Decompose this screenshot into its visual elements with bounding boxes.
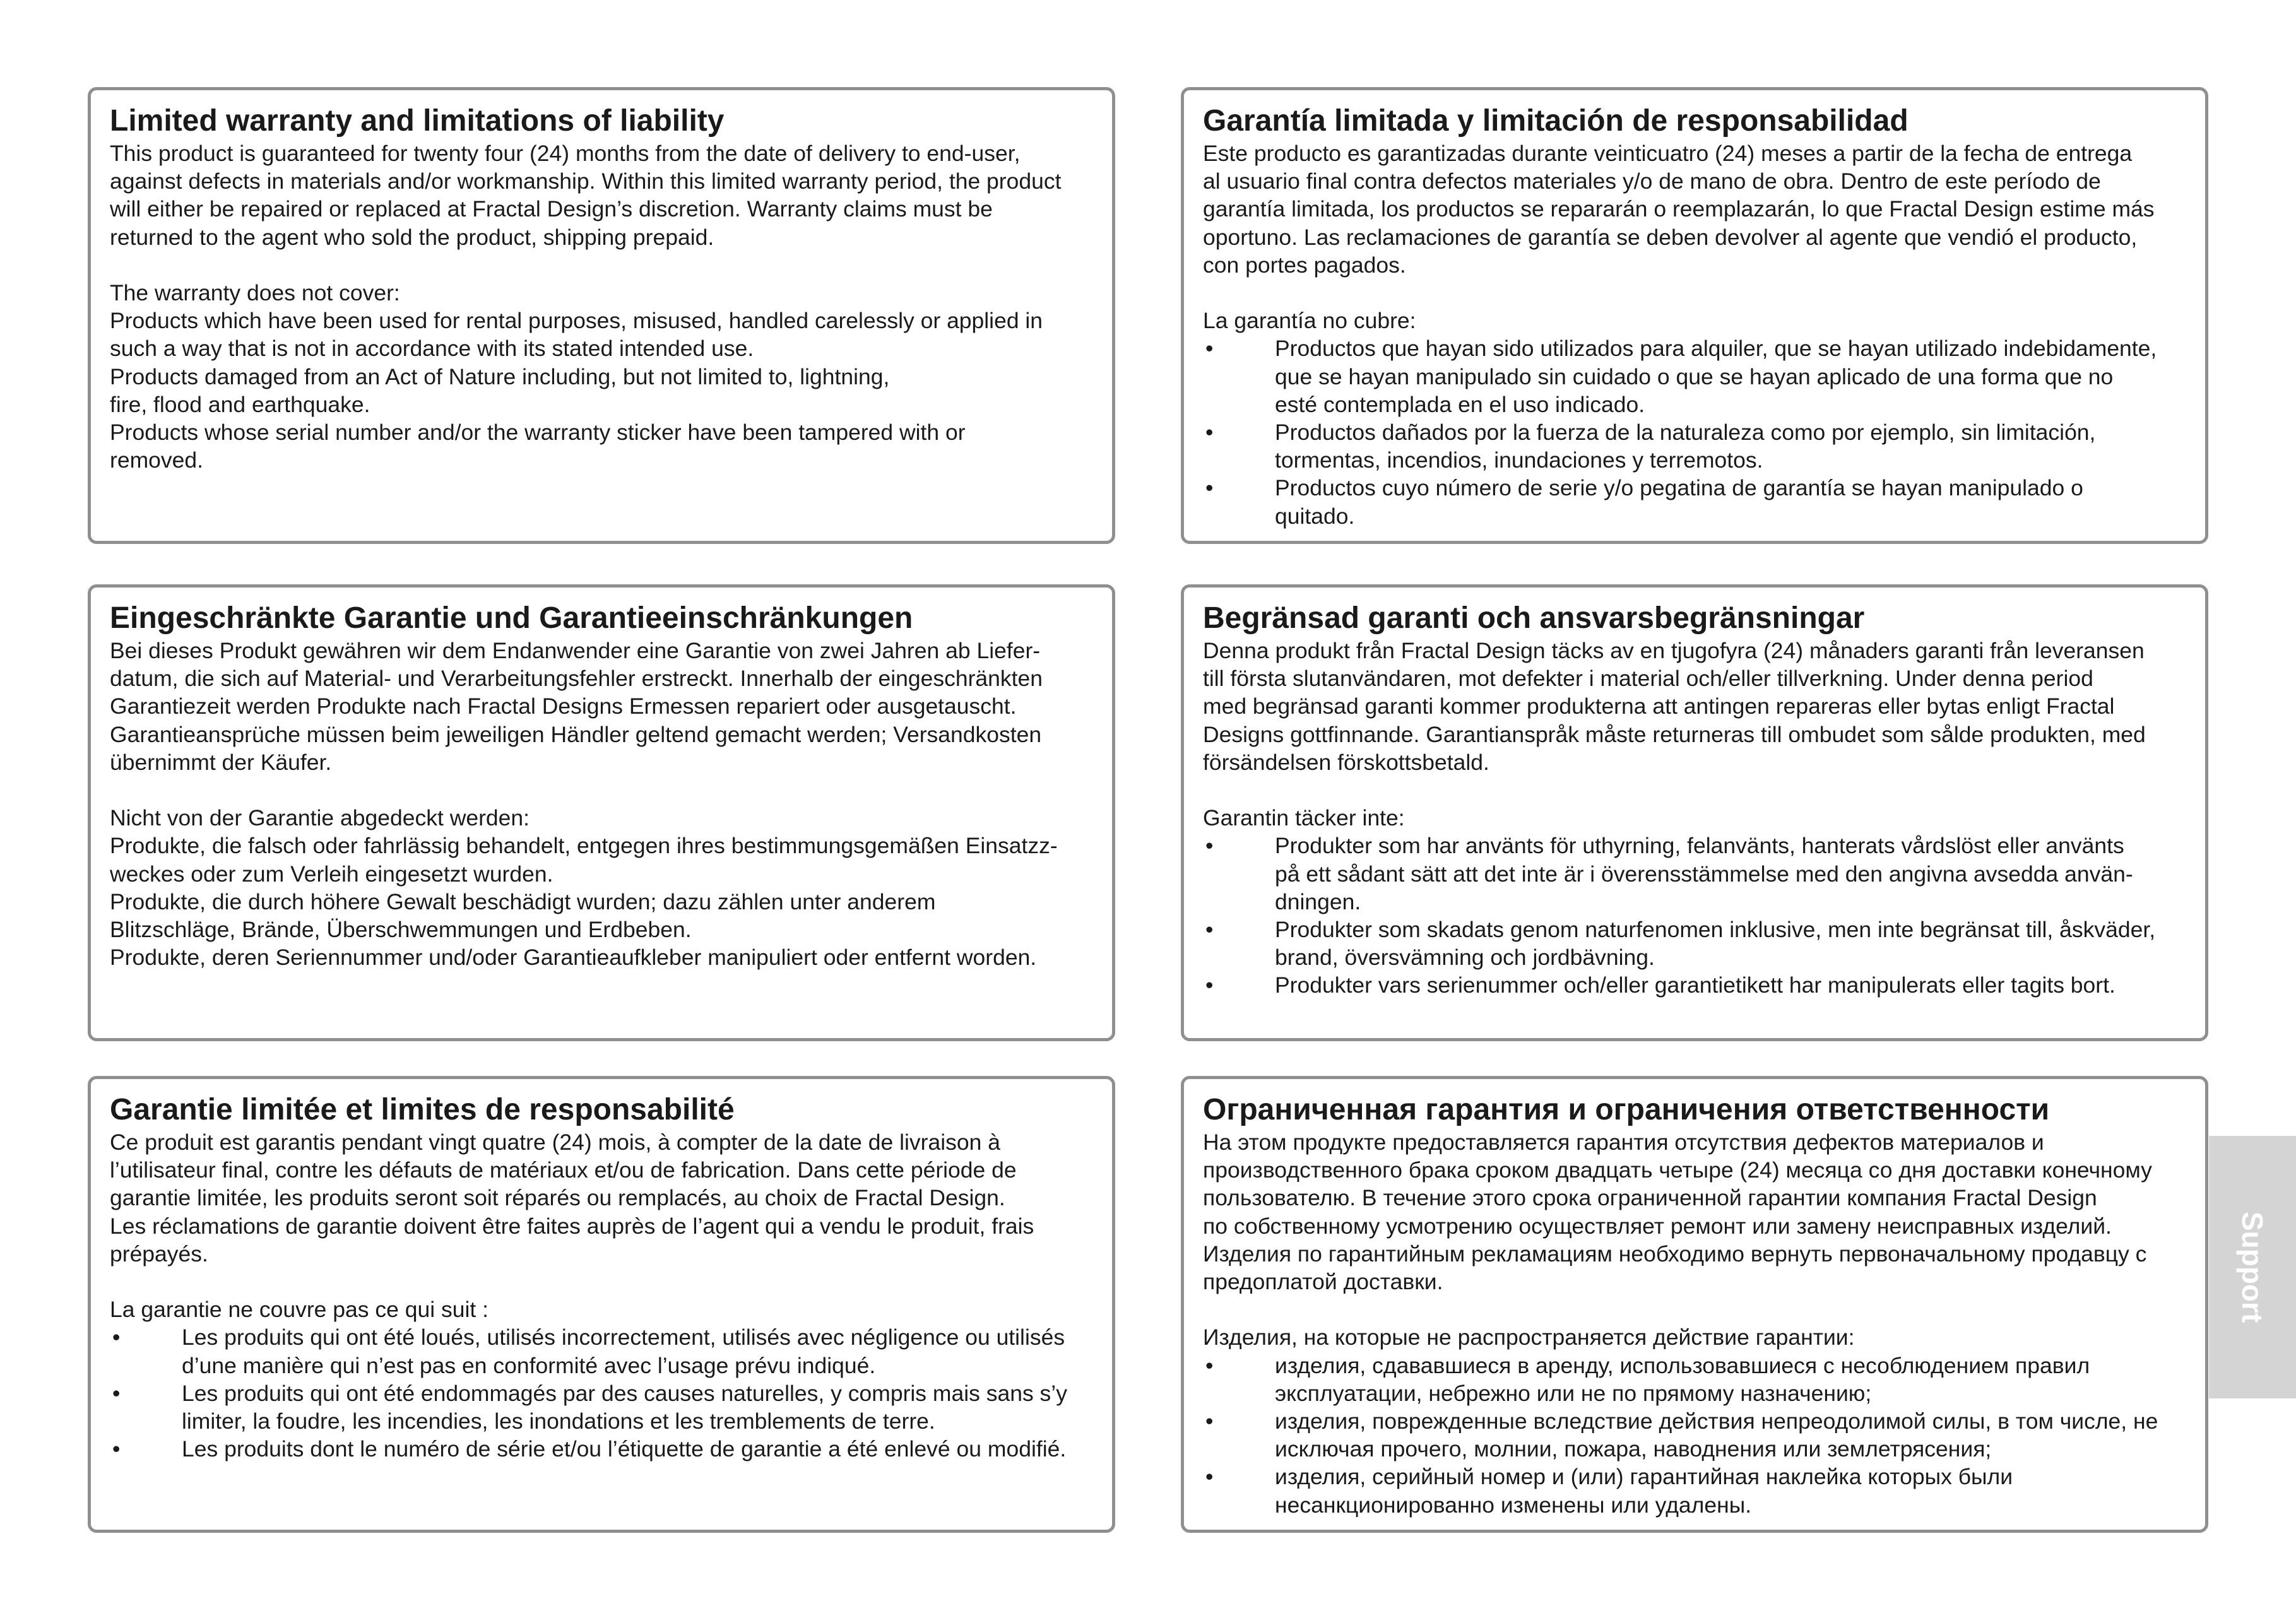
not-covered-heading-es: La garantía no cubre:: [1203, 308, 1416, 334]
text-line: Blitzschläge, Brände, Überschwemmungen und Erdbeben.: [110, 917, 692, 943]
text-line: prépayés.: [110, 1241, 208, 1267]
text-line: изделия, сдававшиеся в аренду, использовавшиеся с несоблюдением правил: [1275, 1352, 2090, 1378]
text-line: изделия, серийный номер и (или) гарантийная наклейка которых были: [1275, 1464, 2013, 1490]
not-covered-list-fr: [110, 1323, 1093, 1463]
text-line: Products which have been used for rental purposes, misused, handled carelessly or applied in: [110, 308, 1043, 334]
section-title-fr: Garantie limitée et limites de responsabilité: [110, 1093, 735, 1126]
text-line: Produkter vars serienummer och/eller garantietikett har manipulerats eller tagits bort.: [1275, 972, 2116, 998]
text-line: que se hayan manipulado sin cuidado o que se hayan aplicado de una forma que no: [1275, 363, 2114, 389]
bullet-marker: •: [112, 1380, 121, 1406]
text-line: Bei dieses Produkt gewähren wir dem Endanwender eine Garantie von zwei Jahren ab Liefer-: [110, 638, 1041, 663]
text-line: al usuario final contra defectos materiales y/o de mano de obra. Dentro de este período de: [1203, 168, 2101, 194]
section-title-es: Garantía limitada y limitación de responsabilidad: [1203, 104, 1908, 138]
bullet-marker: •: [1205, 917, 1214, 943]
text-line: dningen.: [1275, 889, 1361, 914]
text-line: Produkter som har använts för uthyrning, felanvänts, hanterats vårdslöst eller använts: [1275, 833, 2124, 859]
text-line: несанкционированно изменены или удалены.: [1275, 1492, 1752, 1518]
text-line: på ett sådant sätt att det inte är i överensstämmelse med den angivna avsedda använ-: [1275, 861, 2133, 887]
not-covered-heading-ru: Изделия, на которые не распространяется действие гарантии:: [1203, 1325, 1855, 1350]
text-line: Garantieansprüche müssen beim jeweiligen Händler geltend gemacht werden; Versandkosten: [110, 721, 1042, 747]
text-line: изделия, поврежденные вследствие действия непреодолимой силы, в том числе, не: [1275, 1408, 2158, 1434]
text-line: brand, översvämning och jordbävning.: [1275, 945, 1655, 971]
not-covered-list-en: [110, 307, 1093, 474]
text-line: Productos que hayan sido utilizados para alquiler, que se hayan utilizado indebidamente,: [1275, 336, 2157, 362]
not-covered-heading-fr: La garantie ne couvre pas ce qui suit :: [110, 1297, 488, 1323]
warranty-section-es: [1181, 87, 2208, 544]
text-line: against defects in materials and/or workmanship. Within this limited warranty period, the product: [110, 168, 1062, 194]
section-title-de: Eingeschränkte Garantie und Garantieeinschränkungen: [110, 601, 913, 635]
text-line: datum, die sich auf Material- und Verarbeitungsfehler erstreckt. Innerhalb der eingeschränkten: [110, 666, 1043, 692]
warranty-terms-ru: [1203, 1128, 2186, 1296]
text-line: На этом продукте предоставляется гарантия отсутствия дефектов материалов и: [1203, 1130, 2044, 1155]
text-line: пользователю. В течение этого срока ограниченной гарантии компания Fractal Design: [1203, 1185, 2097, 1211]
bullet-item: [1203, 832, 2186, 916]
bullet-marker: •: [1205, 420, 1214, 446]
bullet-marker: •: [1205, 1352, 1214, 1378]
text-line: This product is guaranteed for twenty four (24) months from the date of delivery to end-user,: [110, 141, 1021, 166]
bullet-marker: •: [112, 1436, 121, 1462]
bullet-item: [1203, 334, 2186, 418]
text-line: Les produits dont le numéro de série et/ou l’étiquette de garantie a été enlevé ou modifié.: [182, 1436, 1067, 1462]
bullet-item: [1203, 916, 2186, 971]
bullet-marker: •: [1205, 336, 1214, 362]
text-line: производственного брака сроком двадцать четыре (24) месяца со дня доставки конечному: [1203, 1157, 2152, 1183]
bullet-marker: •: [1205, 1408, 1214, 1434]
warranty-terms-sv: [1203, 637, 2186, 776]
warranty-section-de: [88, 584, 1115, 1041]
text-line: tormentas, incendios, inundaciones y terremotos.: [1275, 447, 1763, 473]
not-covered-list-sv: [1203, 832, 2186, 999]
text-line: Produkte, die falsch oder fahrlässig behandelt, entgegen ihres bestimmungsgemäßen Einsatzz-: [110, 833, 1058, 859]
text-line: Produkter som skadats genom naturfenomen inklusive, men inte begränsat till, åskväder,: [1275, 917, 2156, 943]
bullet-marker: •: [1205, 833, 1214, 859]
not-covered-heading-de: Nicht von der Garantie abgedeckt werden:: [110, 805, 530, 831]
text-line: till första slutanvändaren, mot defekter i material och/eller tillverkning. Under denna period: [1203, 666, 2093, 692]
bullet-item: [1203, 971, 2186, 999]
text-line: Les réclamations de garantie doivent être faites auprès de l’agent qui a vendu le produit, frais: [110, 1213, 1034, 1239]
not-covered-list-ru: [1203, 1352, 2186, 1519]
section-title-sv: Begränsad garanti och ansvarsbegränsningar: [1203, 601, 1865, 635]
text-line: försändelsen förskottsbetald.: [1203, 749, 1489, 775]
warranty-section-sv: [1181, 584, 2208, 1041]
text-line: исключая прочего, молнии, пожара, наводнения или землетрясения;: [1275, 1436, 1992, 1462]
bullet-item: [1203, 1407, 2186, 1463]
bullet-item: [1203, 474, 2186, 529]
text-line: Productos dañados por la fuerza de la naturaleza como por ejemplo, sin limitación,: [1275, 420, 2096, 446]
warranty-section-ru: [1181, 1076, 2208, 1533]
text-line: Produkte, die durch höhere Gewalt beschädigt wurden; dazu zählen unter anderem: [110, 889, 936, 914]
support-side-tab: [2209, 1136, 2296, 1398]
bullet-item: [110, 1435, 1093, 1463]
text-line: con portes pagados.: [1203, 252, 1406, 278]
not-covered-list-es: [1203, 334, 2186, 529]
text-line: Products damaged from an Act of Nature including, but not limited to, lightning,: [110, 363, 890, 389]
warranty-terms-es: [1203, 139, 2186, 279]
not-covered-heading-en: The warranty does not cover:: [110, 280, 400, 305]
text-line: d’une manière qui n’est pas en conformité avec l’usage prévu indiqué.: [182, 1352, 876, 1378]
text-line: предоплатой доставки.: [1203, 1269, 1443, 1295]
bullet-marker: •: [1205, 1464, 1214, 1490]
text-line: garantía limitada, los productos se repararán o reemplazarán, lo que Fractal Design estime más: [1203, 196, 2155, 222]
text-line: Изделия по гарантийным рекламациям необходимо вернуть первоначальному продавцу с: [1203, 1241, 2147, 1267]
text-line: will either be repaired or replaced at Fractal Design’s discretion. Warranty claims must be: [110, 196, 993, 222]
bullet-item: [1203, 418, 2186, 474]
text-line: Denna produkt från Fractal Design täcks av en tjugofyra (24) månaders garanti från leveransen: [1203, 638, 2145, 663]
warranty-section-fr: [88, 1076, 1115, 1533]
text-line: l’utilisateur final, contre les défauts de matériaux et/ou de fabrication. Dans cette période de: [110, 1157, 1017, 1183]
text-line: эксплуатации, небрежно или не по прямому назначению;: [1275, 1380, 1872, 1406]
bullet-item: [1203, 1463, 2186, 1518]
bullet-item: [110, 1379, 1093, 1435]
bullet-marker: •: [112, 1325, 121, 1350]
section-title-en: Limited warranty and limitations of liability: [110, 104, 725, 138]
text-line: Products whose serial number and/or the warranty sticker have been tampered with or: [110, 420, 966, 446]
text-line: removed.: [110, 447, 203, 473]
bullet-item: [110, 1323, 1093, 1379]
text-line: weckes oder zum Verleih eingesetzt wurden.: [110, 861, 553, 887]
text-line: übernimmt der Käufer.: [110, 749, 332, 775]
section-title-ru: Ограниченная гарантия и ограничения ответственности: [1203, 1093, 2050, 1126]
not-covered-list-de: [110, 832, 1093, 971]
warranty-terms-en: [110, 139, 1093, 251]
text-line: quitado.: [1275, 503, 1355, 529]
warranty-terms-de: [110, 637, 1093, 776]
text-line: Designs gottfinnande. Garantianspråk måste returneras till ombudet som sålde produkten, med: [1203, 721, 2146, 747]
support-tab-label: Support: [2236, 1211, 2269, 1323]
not-covered-heading-sv: Garantin täcker inte:: [1203, 805, 1405, 831]
text-line: returned to the agent who sold the product, shipping prepaid.: [110, 224, 714, 250]
text-line: med begränsad garanti kommer produkterna att antingen repareras eller bytas enligt Fractal: [1203, 694, 2115, 719]
text-line: Les produits qui ont été loués, utilisés incorrectement, utilisés avec négligence ou utilisés: [182, 1325, 1065, 1350]
warranty-section-en: [88, 87, 1115, 544]
text-line: Les produits qui ont été endommagés par des causes naturelles, y compris mais sans s’y: [182, 1380, 1067, 1406]
bullet-marker: •: [1205, 475, 1214, 501]
text-line: по собственному усмотрению осуществляет ремонт или замену неисправных изделий.: [1203, 1213, 2112, 1239]
text-line: Ce produit est garantis pendant vingt quatre (24) mois, à compter de la date de livraison à: [110, 1130, 1000, 1155]
text-line: Este producto es garantizadas durante veinticuatro (24) meses a partir de la fecha de entrega: [1203, 141, 2133, 166]
bullet-item: [1203, 1352, 2186, 1407]
text-line: esté contemplada en el uso indicado.: [1275, 391, 1645, 417]
text-line: Produkte, deren Seriennummer und/oder Garantieaufkleber manipuliert oder entfernt worden.: [110, 945, 1037, 971]
bullet-marker: •: [1205, 972, 1214, 998]
text-line: fire, flood and earthquake.: [110, 391, 370, 417]
text-line: Garantiezeit werden Produkte nach Fractal Designs Ermessen repariert oder ausgetauscht.: [110, 694, 1017, 719]
text-line: Productos cuyo número de serie y/o pegatina de garantía se hayan manipulado o: [1275, 475, 2083, 501]
text-line: limiter, la foudre, les incendies, les inondations et les tremblements de terre.: [182, 1408, 935, 1434]
text-line: such a way that is not in accordance with its stated intended use.: [110, 336, 754, 362]
warranty-terms-fr: [110, 1128, 1093, 1268]
text-line: oportuno. Las reclamaciones de garantía se deben devolver al agente que vendió el producto,: [1203, 224, 2138, 250]
text-line: garantie limitée, les produits seront soit réparés ou remplacés, au choix de Fractal Design.: [110, 1185, 1005, 1211]
